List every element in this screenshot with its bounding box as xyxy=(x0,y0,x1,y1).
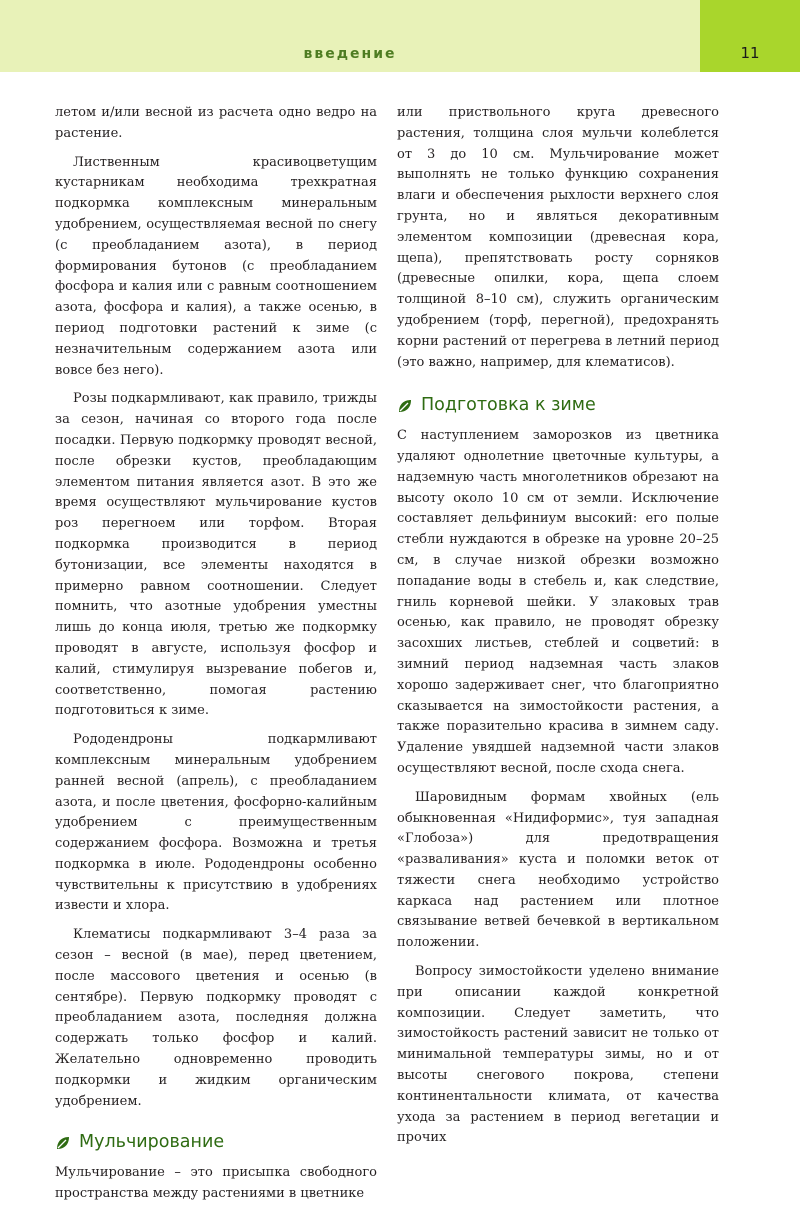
section-heading-winter-prep xyxy=(397,395,719,416)
paragraph: Мульчирование – это присыпка свободного пространства между растениями в цветнике xyxy=(55,1165,377,1202)
leaf-icon xyxy=(55,1135,71,1151)
paragraph: Шаровидным формам хвойных (ель обыкновенная «Нидиформис», туя западная «Глобоза») для предотвращения «разваливания» куста и поломки веток от тяжести снега необходимо устройство каркаса над растением или плотное связывание ветвей бечевкой в вертикальном положении. xyxy=(397,789,719,951)
paragraph: летом и/или весной из расчета одно ведро на растение. xyxy=(55,105,377,141)
section-heading-mulching xyxy=(55,1132,377,1153)
section-title: введение xyxy=(303,46,397,62)
leaf-icon xyxy=(397,398,413,414)
paragraph: Клематисы подкармливают 3–4 раза за сезон – весной (в мае), перед цветением, после массового цветения и осенью (в сентябре). Первую подкормку проводят с преобладанием азота, последняя должна содержать только фосфор и калий. Желательно одновременно проводить подкормки и жидким органическим удобрением. xyxy=(55,927,377,1109)
paragraph: Вопросу зимостойкости уделено внимание при описании каждой конкретной композиции. Следует заметить, что зимостойкость растений зависит не только от минимальной температуры зимы, но и от высоты снегового покрова, степени континентальности климата, от качества ухода за растением в период вегетации и прочих xyxy=(397,964,719,1146)
heading-text: Мульчирование xyxy=(79,1132,225,1153)
page-number: 11 xyxy=(740,44,760,62)
right-column xyxy=(397,103,719,1149)
paragraph: Рододендроны подкармливают комплексным минеральным удобрением ранней весной (апрель), с преобладанием азота, и после цветения, фосфорно-калийным удобрением с преимущественным содержанием фосфора. Возможна и третья подкормка в июле. Рододендроны особенно чувствительны к присутствию в удобрениях извести и хлора. xyxy=(55,732,377,914)
heading-text: Подготовка к зиме xyxy=(421,395,596,416)
paragraph: или приствольного круга древесного растения, толщина слоя мульчи колеблется от 3 до 10 см. Мульчирование может выполнять не только функцию сохранения влаги и обеспечения рыхлости верхнего слоя грунта, но и являться декоративным элементом композиции (древесная кора, щепа), препятствовать росту сорняков (древесные опилки, кора, щепа слоем толщиной 8–10 см), служить органическим удобрением (торф, перегной), предохранять корни растений от перегрева в летний период (это важно, например, для клематисов). xyxy=(397,105,719,370)
paragraph: Розы подкармливают, как правило, трижды за сезон, начиная со второго года после посадки. Первую подкормку проводят весной, после обрезки кустов, преобладающим элементом питания является азот. В это же время осуществляют мульчирование кустов роз перегноем или торфом. Вторая подкормка производится в период бутонизации, все элементы находятся в примерно равном соотношении. Следует помнить, что азотные удобрения уместны лишь до конца июля, третью же подкормку проводят в августе, используя фосфор и калий, стимулируя вызревание побегов и, соответственно, помогая растению подготовиться к зиме. xyxy=(55,391,377,719)
paragraph: С наступлением заморозков из цветника удаляют однолетние цветочные культуры, а надземную часть многолетников обрезают на высоту около 10 см от земли. Исключение составляет дельфиниум высокий: его полые стебли нуждаются в обрезке на уровне 20–25 см, в случае низкой обрезки возможно попадание воды в стебель и, как следствие, гниль корневой шейки. У злаковых трав осенью, как правило, не проводят обрезку засохших листьев, стеблей и соцветий: в зимний период надземная часть злаков хорошо задерживает снег, что благоприятно сказывается на зимостойкости растения, а также поразительно красива в зимнем саду. Удаление увядшей надземной части злаков осуществляют весной, после схода снега. xyxy=(397,428,719,776)
left-column xyxy=(55,103,377,1205)
paragraph: Лиственным красивоцветущим кустарникам необходима трехкратная подкормка комплексным минеральным удобрением, осуществляемая весной по снегу (с преобладанием азота), в период формирования бутонов (с преобладанием фосфора и калия или с равным соотношением азота, фосфора и калия), а также осенью, в период подготовки растений к зиме (с незначительным содержанием азота или вовсе без него). xyxy=(55,154,377,378)
